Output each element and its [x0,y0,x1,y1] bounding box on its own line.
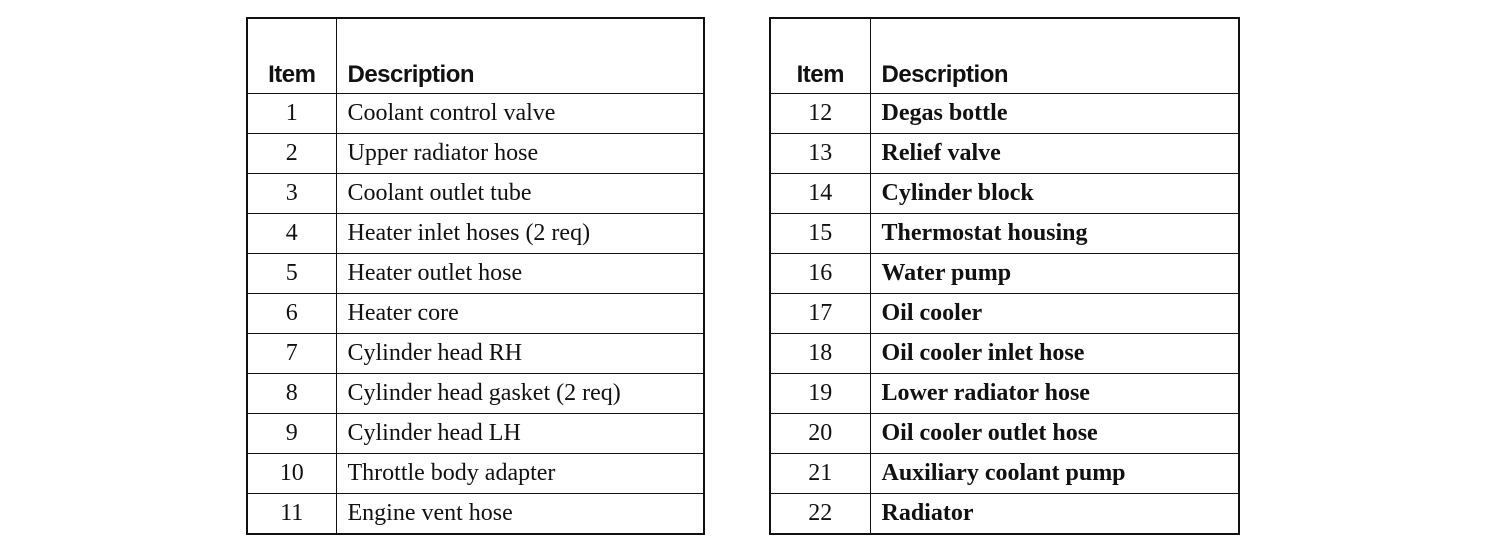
item-number: 9 [247,414,336,454]
item-number: 14 [770,174,870,214]
item-description: Degas bottle [870,94,1239,134]
item-number: 17 [770,294,870,334]
column-header-description: Description [336,18,704,94]
item-description: Water pump [870,254,1239,294]
table-row [770,134,1239,174]
item-number: 6 [247,294,336,334]
item-description: Cylinder head RH [336,334,704,374]
item-description: Cylinder head gasket (2 req) [336,374,704,414]
item-description: Oil cooler [870,294,1239,334]
item-description: Coolant control valve [336,94,704,134]
table-row [770,294,1239,334]
table-row [770,414,1239,454]
item-description: Upper radiator hose [336,134,704,174]
item-description: Cylinder block [870,174,1239,214]
item-description: Auxiliary coolant pump [870,454,1239,494]
item-number: 3 [247,174,336,214]
table-row [770,374,1239,414]
table-row [247,294,704,334]
item-number: 1 [247,94,336,134]
column-header-description: Description [870,18,1239,94]
item-description: Oil cooler inlet hose [870,334,1239,374]
table-row [770,494,1239,535]
table-row [770,454,1239,494]
table-row [247,334,704,374]
table-row [770,334,1239,374]
item-description: Relief valve [870,134,1239,174]
table-row [770,254,1239,294]
item-description: Heater core [336,294,704,334]
item-number: 22 [770,494,870,535]
table-row [247,454,704,494]
column-header-item: Item [247,18,336,94]
item-number: 4 [247,214,336,254]
item-description: Oil cooler outlet hose [870,414,1239,454]
item-description: Engine vent hose [336,494,704,535]
table-row [247,134,704,174]
item-number: 11 [247,494,336,535]
table-row [770,174,1239,214]
item-number: 12 [770,94,870,134]
item-number: 18 [770,334,870,374]
item-number: 2 [247,134,336,174]
item-number: 21 [770,454,870,494]
parts-table-left [246,17,705,535]
table-row [247,174,704,214]
item-description: Throttle body adapter [336,454,704,494]
item-number: 5 [247,254,336,294]
item-description: Cylinder head LH [336,414,704,454]
item-description: Coolant outlet tube [336,174,704,214]
item-number: 16 [770,254,870,294]
item-description: Lower radiator hose [870,374,1239,414]
table-row [247,254,704,294]
item-description: Radiator [870,494,1239,535]
column-header-item: Item [770,18,870,94]
item-number: 19 [770,374,870,414]
table-row [770,94,1239,134]
table-header-row [770,18,1239,94]
item-description: Heater outlet hose [336,254,704,294]
item-number: 15 [770,214,870,254]
parts-table-right [769,17,1240,535]
table-row [247,94,704,134]
item-description: Thermostat housing [870,214,1239,254]
table-row [247,214,704,254]
item-number: 20 [770,414,870,454]
item-number: 10 [247,454,336,494]
item-description: Heater inlet hoses (2 req) [336,214,704,254]
table-row [770,214,1239,254]
item-number: 13 [770,134,870,174]
table-row [247,374,704,414]
table-row [247,414,704,454]
item-number: 8 [247,374,336,414]
table-header-row [247,18,704,94]
table-row [247,494,704,535]
item-number: 7 [247,334,336,374]
